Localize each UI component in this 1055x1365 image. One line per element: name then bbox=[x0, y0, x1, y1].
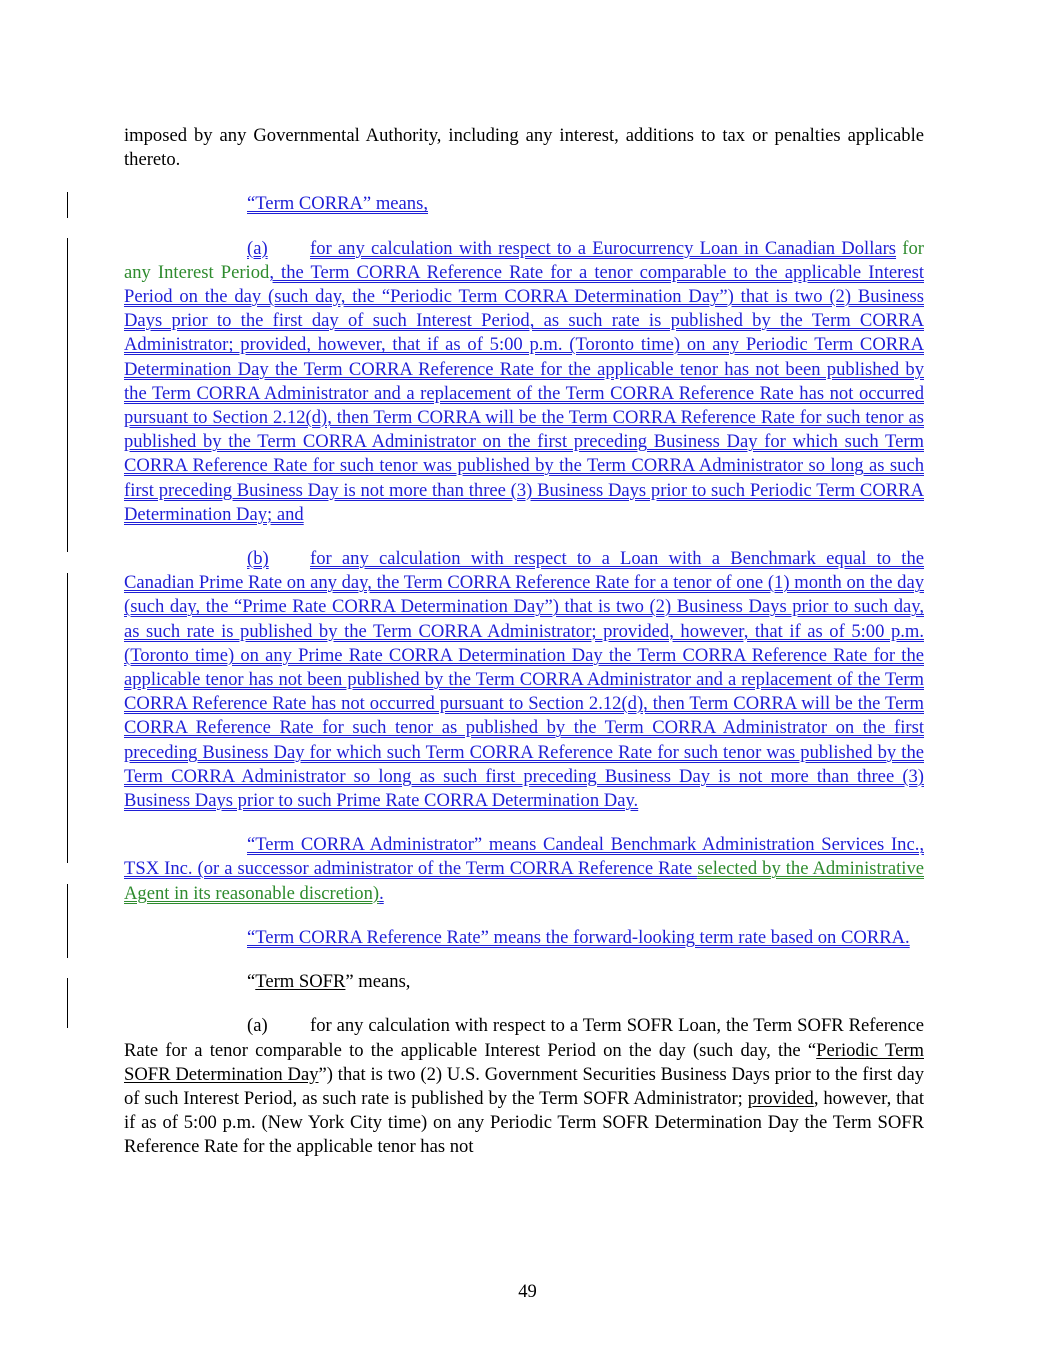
term-corra-administrator-definition: “Term CORRA Administrator” means Candeal Benchmark Administration Services Inc., TSX Inc. (or a successor administrator of the Term CORRA Reference Rate selected by the Administrative Agent in its reasonable discretion). bbox=[124, 834, 924, 904]
change-bar bbox=[67, 238, 68, 552]
document-page bbox=[124, 124, 924, 1160]
term-corra-clause-a: (a) for any calculation with respect to a Eurocurrency Loan in Canadian Dollars for any Interest Period, the Term CORRA Reference Rate for a tenor comparable to the applicable Interest Period on the day (such day, the “Periodic Term CORRA Determination Day”) that is two (2) Business Days prior to the first day of such Interest Period, as such rate is published by the Term CORRA Administrator; provided, however, that if as of 5:00 p.m. (Toronto time) on any Periodic Term CORRA Determination Day the Term CORRA Reference Rate for the applicable tenor has not been published by the Term CORRA Administrator and a replacement of the Term CORRA Reference Rate has not occurred pursuant to Section 2.12(d), then Term CORRA will be the Term CORRA Reference Rate for such tenor as published by the Term CORRA Administrator on the first preceding Business Day for which such Term CORRA Reference Rate for such tenor was published by the Term CORRA Administrator so long as such first preceding Business Day is not more than three (3) Business Days prior to such Periodic Term CORRA Determination Day; and bbox=[124, 237, 924, 525]
change-bar bbox=[67, 884, 68, 958]
page-number: 49 bbox=[518, 1281, 537, 1302]
term-sofr-clause-a: (a) for any calculation with respect to a Term SOFR Loan, the Term SOFR Reference Rate for a tenor comparable to the applicable Interest Period on the day (such day, the “Periodic Term SOFR Determination Day”) that is two (2) U.S. Government Securities Business Days prior to the first day of such Interest Period, as such rate is published by the Term SOFR Administrator; provided, however, that if as of 5:00 p.m. (New York City time) on any Periodic Term SOFR Determination Day the Term SOFR Reference Rate for the applicable tenor has not bbox=[124, 1015, 924, 1158]
paragraph-top: imposed by any Governmental Authority, including any interest, additions to tax or penalties applicable thereto. bbox=[124, 125, 924, 171]
term-sofr-heading: “Term SOFR” means, bbox=[247, 971, 411, 993]
term-corra-clause-b: (b) for any calculation with respect to a Loan with a Benchmark equal to the Canadian Prime Rate on any day, the Term CORRA Reference Rate for a tenor of one (1) month on the day (such day, the “Prime Rate CORRA Determination Day”) that is two (2) Business Days prior to such day, as such rate is published by the Term CORRA Administrator; provided, however, that if as of 5:00 p.m. (Toronto time) on any Prime Rate CORRA Determination Day the Term CORRA Reference Rate for the applicable tenor has not been published by the Term CORRA Administrator and a replacement of the Term CORRA Reference Rate has not occurred pursuant to Section 2.12(d), then Term CORRA will be the Term CORRA Reference Rate for such tenor as published by the Term CORRA Administrator on the first preceding Business Day for which such Term CORRA Reference Rate for such tenor was published by the Term CORRA Administrator so long as such first preceding Business Day is not more than three (3) Business Days prior to such Prime Rate CORRA Determination Day. bbox=[124, 548, 924, 812]
term-corra-heading: “Term CORRA” means, bbox=[247, 193, 428, 215]
change-bar bbox=[67, 192, 68, 218]
change-bar bbox=[67, 978, 68, 1028]
change-bar bbox=[67, 573, 68, 863]
term-corra-reference-rate-definition: “Term CORRA Reference Rate” means the forward-looking term rate based on CORRA. bbox=[247, 926, 910, 948]
